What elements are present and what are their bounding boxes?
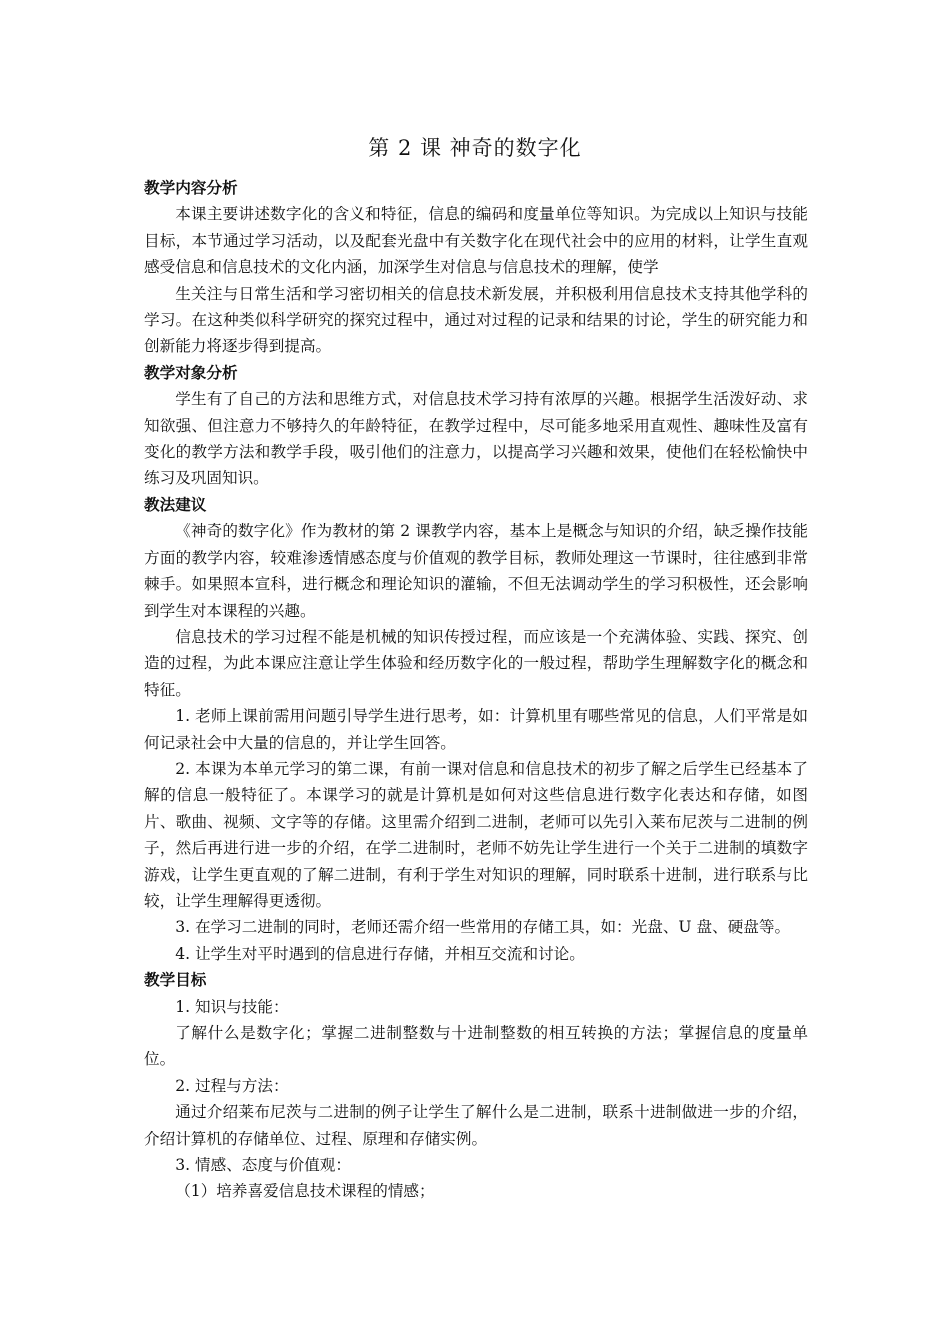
list-item: 1. 老师上课前需用问题引导学生进行思考，如：计算机里有哪些常见的信息，人们平常是如何记录社会中大量的信息的，并让学生回答。	[144, 707, 808, 752]
section-heading-student-analysis: 教学对象分析	[144, 363, 238, 382]
paragraph: 本课主要讲述数字化的含义和特征，信息的编码和度量单位等知识。为完成以上知识与技能目标，本节通过学习活动，以及配套光盘中有关数字化在现代社会中的应用的材料，让学生直观感受信息和信息技术的文化内涵，加深学生对信息与信息技术的理解，使学	[144, 205, 808, 277]
goal-sub-item: （1）培养喜爱信息技术课程的情感；	[175, 1182, 435, 1201]
section-heading-content-analysis: 教学内容分析	[144, 179, 238, 197]
goal-item-heading: 2. 过程与方法：	[175, 1076, 289, 1095]
paragraph: 信息技术的学习过程不能是机械的知识传授过程，而应该是一个充满体验、实践、探究、创造的过程，为此本课应注意让学生体验和经历数字化的一般过程，帮助学生理解数字化的概念和特征。	[144, 627, 808, 699]
list-item: 2. 本课为本单元学习的第二课，有前一课对信息和信息技术的初步了解之后学生已经基本了解的信息一般特征了。本课学习的就是计算机是如何对这些信息进行数字化表达和存储，如图片、歌曲、视频、文字等的存储。这里需介绍到二进制，老师可以先引入莱布尼茨与二进制的例子，然后再进行进一步的介绍，在学二进制时，老师不妨先让学生进行一个关于二进制的填数字游戏，让学生更直观的了解二进制，有利于学生对知识的理解，同时联系十进制，进行联系与比较，让学生理解得更透彻。	[144, 759, 808, 910]
list-item: 3. 在学习二进制的同时，老师还需介绍一些常用的存储工具，如：光盘、U 盘、硬盘等。	[175, 918, 791, 937]
paragraph: 通过介绍莱布尼茨与二进制的例子让学生了解什么是二进制，联系十进制做进一步的介绍，介绍计算机的存储单位、过程、原理和存储实例。	[144, 1103, 808, 1148]
paragraph: 学生有了自己的方法和思维方式，对信息技术学习持有浓厚的兴趣。根据学生活泼好动、求知欲强、但注意力不够持久的年龄特征，在教学过程中，尽可能多地采用直观性、趣味性及富有变化的教学方法和教学手段，吸引他们的注意力，以提高学习兴趣和效果，使他们在轻松愉快中练习及巩固知识。	[144, 390, 808, 488]
paragraph: 生关注与日常生活和学习密切相关的信息技术新发展，并积极利用信息技术支持其他学科的学习。在这种类似科学研究的探究过程中，通过对过程的记录和结果的讨论，学生的研究能力和创新能力将逐步得到提高。	[144, 284, 808, 356]
goal-item-heading: 3. 情感、态度与价值观：	[175, 1156, 351, 1175]
list-item: 4. 让学生对平时遇到的信息进行存储，并相互交流和讨论。	[175, 944, 585, 963]
section-heading-method-suggestion: 教法建议	[144, 495, 207, 514]
paragraph: 了解什么是数字化；掌握二进制整数与十进制整数的相互转换的方法；掌握信息的度量单位。	[144, 1024, 808, 1069]
section-heading-goals: 教学目标	[144, 971, 207, 990]
document-title: 第 2 课 神奇的数字化	[368, 136, 582, 160]
document-body	[144, 175, 808, 1205]
goal-item-heading: 1. 知识与技能：	[175, 997, 289, 1016]
paragraph: 《神奇的数字化》作为教材的第 2 课教学内容，基本上是概念与知识的介绍，缺乏操作技能方面的教学内容，较难渗透情感态度与价值观的教学目标，教师处理这一节课时，往往感到非常棘手。如果照本宣科，进行概念和理论知识的灌输，不但无法调动学生的学习积极性，还会影响到学生对本课程的兴趣。	[144, 522, 808, 620]
